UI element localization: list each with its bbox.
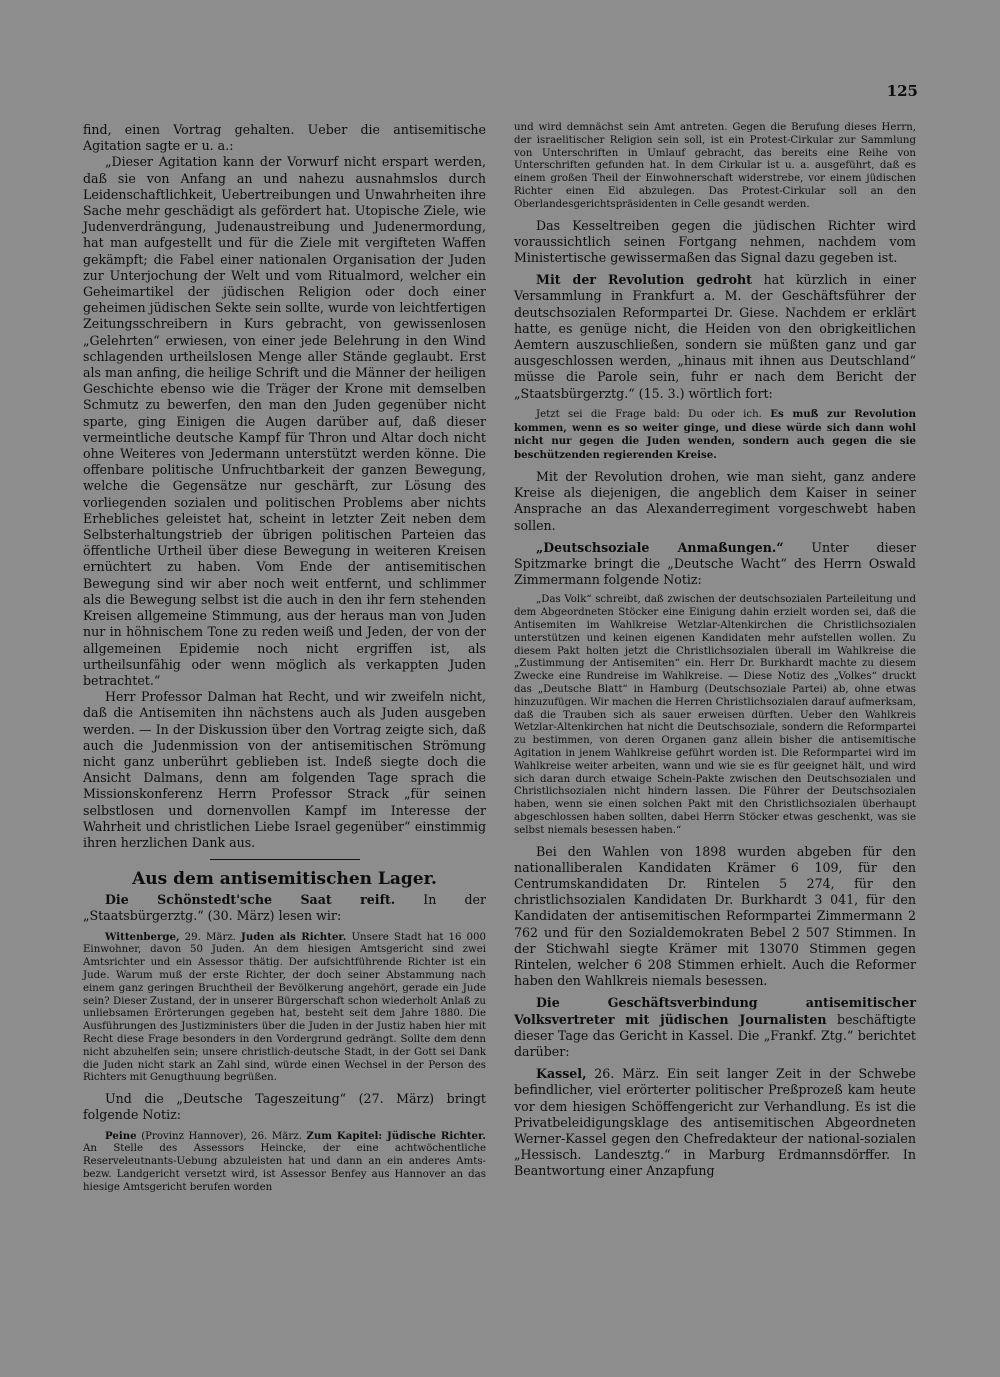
right-column [514, 122, 916, 1180]
place-name: Wittenberge, [105, 930, 180, 943]
paragraph: beschäftigte dieser Tage das Gericht in Kassel. Die „Frankf. Ztg.“ berichtet darüber: [514, 1011, 916, 1059]
paragraph: Unter dieser Spitzmarke bringt die „Deutsche Wacht“ des Herrn Oswald Zimmermann folgende Notiz: [514, 539, 916, 588]
date: 29. März. [184, 931, 236, 943]
article-heading: Zum Kapitel: Jüdische Richter. [306, 1129, 486, 1142]
paragraph: Unsere Stadt hat 16 000 Einwohner, davon 50 Juden. An dem hiesigen Amtsgericht sind zwei Amtsrichter und ein Assessor thätig. Der aufsichtführende Richter ist ein Jude. Warum muß der erste Richter, der doch seiner Abstammung nach einem ganz geringen Bruchtheil der Bevölkerung angehört, gerade ein Jude sein? Dieser Zustand, der in unserer Bürgerschaft schon wiederholt Anlaß zu unliebsamen Erörterungen gegeben hat, besteht seit dem Jahre 1880. Die Ausführungen des Justizministers über die Juden in der Justiz haben hier mit Recht diese Frage besonders in den Vordergrund gedrängt. Sollte dem denn nicht abzuhelfen sein; unsere christlich-deutsche Stadt, in der Gott sei Dank die Juden nicht stark an Zahl sind, würde einen Wechsel in der Person des Richters mit Genugthuung begrüßen. [83, 931, 486, 1084]
paragraph: hat kürzlich in einer Versammlung in Frankfurt a. M. der Geschäftsführer der deutschsozialen Reformpartei Dr. Giese. Nachdem er erklärt hatte, es genüge nicht, die Heiden von den obrigkeitlichen Aemtern auszuschließen, sondern sie müßten ganz und gar ausgeschlossen werden, „hinaus mit ihnen aus Deutschland“ müsse die Parole sein, fuhr er nach dem Bericht der „Staatsbürgerztg.“ (15. 3.) wörtlich fort: [514, 272, 917, 401]
article-heading: Die Geschäftsverbindung antisemitischer Volksvertreter mit jüdischen Journalisten [514, 995, 916, 1027]
paragraph: An Stelle des Assessors Heincke, der eine achtwöchentliche Reserveleutnants-Uebung abzuleisten hat und dann an ein anderes Amts- bezw. Landgericht versetzt wird, ist Assessor Benfey aus Hannover an das hiesige Amtsgericht berufen worden [83, 1143, 486, 1193]
section-divider [210, 859, 360, 860]
article-heading: Die Schönstedt'sche Saat reift. [105, 892, 396, 908]
page-number: 125 [886, 82, 918, 100]
place-name: Kassel, [536, 1066, 587, 1082]
paragraph: Mit der Revolution drohen, wie man sieht, ganz andere Kreise als diejenigen, die angeblich dem Kaiser in seiner Ansprache an das Alexanderregiment vorgeschwebt haben sollen. [514, 469, 916, 533]
emphasized-quote: Es muß zur Revolution kommen, wenn es so weiter ginge, und diese würde sich dann wohl nicht nur gegen die Juden wenden, sondern auch gegen die sie beschützenden regierenden Kreise. [514, 407, 916, 462]
section-title: Aus dem antisemitischen Lager. [132, 869, 437, 890]
left-column [83, 122, 486, 1195]
paragraph: Bei den Wahlen von 1898 wurden abgeben für den nationalliberalen Kandidaten Krämer 6 109, für den Centrumskandidaten Dr. Rintelen 5 274, für den christlichsozialen Kandidaten Dr. Burkhardt 3 041, für den Kandidaten der antisemitischen Reformpartei Zimmermann 2 762 und für den Sozialdemokraten Bebel 2 507 Stimmen. In der Stichwahl siegte Krämer mit 13070 Stimmen gegen Rintelen, welcher 6 208 Stimmen erhielt. Auch die Reformer haben den Wahlkreis niemals besessen. [514, 843, 916, 989]
paragraph: Herr Professor Dalman hat Recht, und wir zweifeln nicht, daß die Antisemiten ihn nächstens auch als Juden ausgeben werden. — In der Diskussion über den Vortrag zeigte sich, daß auch die Judenmission von der antisemitischen Strömung nicht ganz unberührt geblieben ist. Indeß siegte doch die Ansicht Dalmans, denn am folgenden Tage sprach die Missionskonferenz Herrn Professor Strack „für seinen selbstlosen und dornenvollen Kampf im Interesse der Wahrheit und christlichen Liebe Israel gegenüber“ einstimmig ihren herzlichen Dank aus. [83, 689, 486, 850]
paragraph: Das Kesseltreiben gegen die jüdischen Richter wird voraussichtlich seinen Fortgang nehmen, nachdem vom Ministertische gewissermaßen das Signal dazu gegeben ist. [514, 217, 916, 265]
paragraph: 26. März. Ein seit langer Zeit in der Schwebe befindlicher, viel erörterter politischer Preßprozeß kam heute vor dem hiesigen Schöffengericht zur Verhandlung. Es ist die Privatbeleidigungsklage des antisemitischen Abgeordneten Werner-Kassel gegen den Chefredakteur der national-sozialen „Hessisch. Landesztg.“ in Marburg Erdmannsdörffer. In Beantwortung einer Anzapfung [514, 1066, 916, 1179]
quote-paragraph: „Dieser Agitation kann der Vorwurf nicht erspart werden, daß sie von Anfang an und nahezu ausnahmslos durch Leidenschaftlichkeit, Uebertreibungen und Unwahrheiten ihre Sache mehr geschädigt als gefördert hat. Utopische Ziele, wie Judenverdrängung, Judenaustreibung und Judenermordung, hat man aufgestellt und für die Ziele mit vergifteten Waffen gekämpft; die Fabel einer nationalen Organisation der Juden zur Unterjochung der Welt und vom Ritualmord, welcher ein Geheimartikel der jüdischen Religion oder doch einer geheimen jüdischen Sekte sein sollte, wurde von leichtfertigen Zeitungsschreibern in Kurs gebracht, von gewissenlosen „Gelehrten“ erwiesen, von einer jede Belehrung in den Wind schlagenden urtheilslosen Menge aller Stände geglaubt. Erst als man anfing, die heilige Schrift und die Männer der heiligen Geschichte ebenso wie die Träger der Krone mit demselben Schmutz zu bewerfen, den man den Juden gegenüber nicht sparte, ging Einigen die Augen darüber auf, daß dieser vermeintliche deutsche Kampf für Thron und Altar doch nicht ohne Weiteres von Jedermann unterstützt werden könne. Die offenbare politische Unfruchtbarkeit der ganzen Bewegung, welche die Gegensätze nur geschärft, zur Lösung des vorliegenden sozialen und politischen Problems aber nichts Erhebliches geleistet hat, scheint in letzter Zeit neben dem Selbsterhaltungstrieb der übrigen politischen Parteien das öffentliche Urtheil über diese Bewegung in weiteren Kreisen ernüchtert zu haben. Vom Ende der antisemitischen Bewegung sind wir aber noch weit entfernt, und schlimmer als die Bewegung selbst ist die auch in den ihr fern stehenden Kreisen allgemeine Stimmung, aus der heraus man von Juden nur in höhnischem Tone zu reden weiß und Jeden, der von der allgemeinen Epidemie noch nicht ergriffen ist, als urtheilsunfähig oder wenn möglich als verkappten Juden betrachtet.“ [83, 154, 486, 688]
paragraph: find, einen Vortrag gehalten. Ueber die antisemitische Agitation sagte er u. a.: [83, 122, 486, 154]
paragraph: In der „Staatsbürgerztg.“ (30. März) lesen wir: [83, 892, 486, 924]
article-heading: Juden als Richter. [241, 930, 347, 943]
paragraph: Jetzt sei die Frage bald: Du oder ich. [536, 408, 762, 420]
paragraph: und wird demnächst sein Amt antreten. Gegen die Berufung dieses Herrn, der israelitischer Religion sein soll, ist ein Protest-Cirkular zur Sammlung von Unterschriften in Umlauf gebracht, das bereits eine Reihe von Unterschriften gefunden hat. In dem Cirkular ist u. a. ausgeführt, daß es einem großen Theil der Einwohnerschaft widerstrebe, vor einem jüdischen Richter einen Eid abzulegen. Das Protest-Cirkular soll an den Oberlandesgerichtspräsidenten in Celle gesandt werden. [514, 122, 916, 210]
quote-paragraph: „Das Volk“ schreibt, daß zwischen der deutschsozialen Parteileitung und dem Abgeordneten Stöcker eine Einigung dahin erzielt worden sei, daß die Antisemiten im Wahlkreise Wetzlar-Altenkirchen die Christlichsozialen unterstützen und keinen eigenen Kandidaten mehr aufstellen wollen. Zu diesem Pakt holten jetzt die Christlichsozialen überall im Wahlkreise die „Zustimmung der Antisemiten“ ein. Herr Dr. Burkhardt machte zu diesem Zwecke eine Rundreise im Wahlkreise. — Diese Notiz des „Volkes“ druckt das „Deutsche Blatt“ in Hamburg (Deutschsoziale Partei) ab, ohne etwas hinzuzufügen. Wir machen die Herren Christlichsozialen darauf aufmerksam, daß die Trauben sich als sauer erweisen dürften. Ueber den Wahlkreis Wetzlar-Altenkirchen hat nicht die Deutschsoziale, sondern die Reformpartei zu bestimmen, von deren Organen ganz allein bisher die antisemitische Agitation in jenem Wahlkreise geführt worden ist. Die Reformpartei wird im Wahlkreise weiter arbeiten, wann und wie sie es für geeignet hält, und wird sich daran durch etwaige Schein-Pakte zwischen den Deutschsozialen und Christlichsozialen nicht hindern lassen. Die Führer der Deutschsozialen haben, wenn sie einen solchen Pakt mit den Christlichsozialen überhaupt abgeschlossen haben sollten, dabei Herrn Stöcker etwas geschenkt, was sie selbst niemals besessen haben.“ [514, 594, 916, 836]
paragraph: Und die „Deutsche Tageszeitung“ (27. März) bringt folgende Notiz: [83, 1091, 486, 1123]
place-name: Peine [105, 1129, 137, 1142]
article-heading: Mit der Revolution gedroht [536, 272, 752, 288]
article-heading: „Deutschsoziale Anmaßungen.“ [536, 539, 784, 555]
date: (Provinz Hannover), 26. März. [141, 1130, 302, 1142]
